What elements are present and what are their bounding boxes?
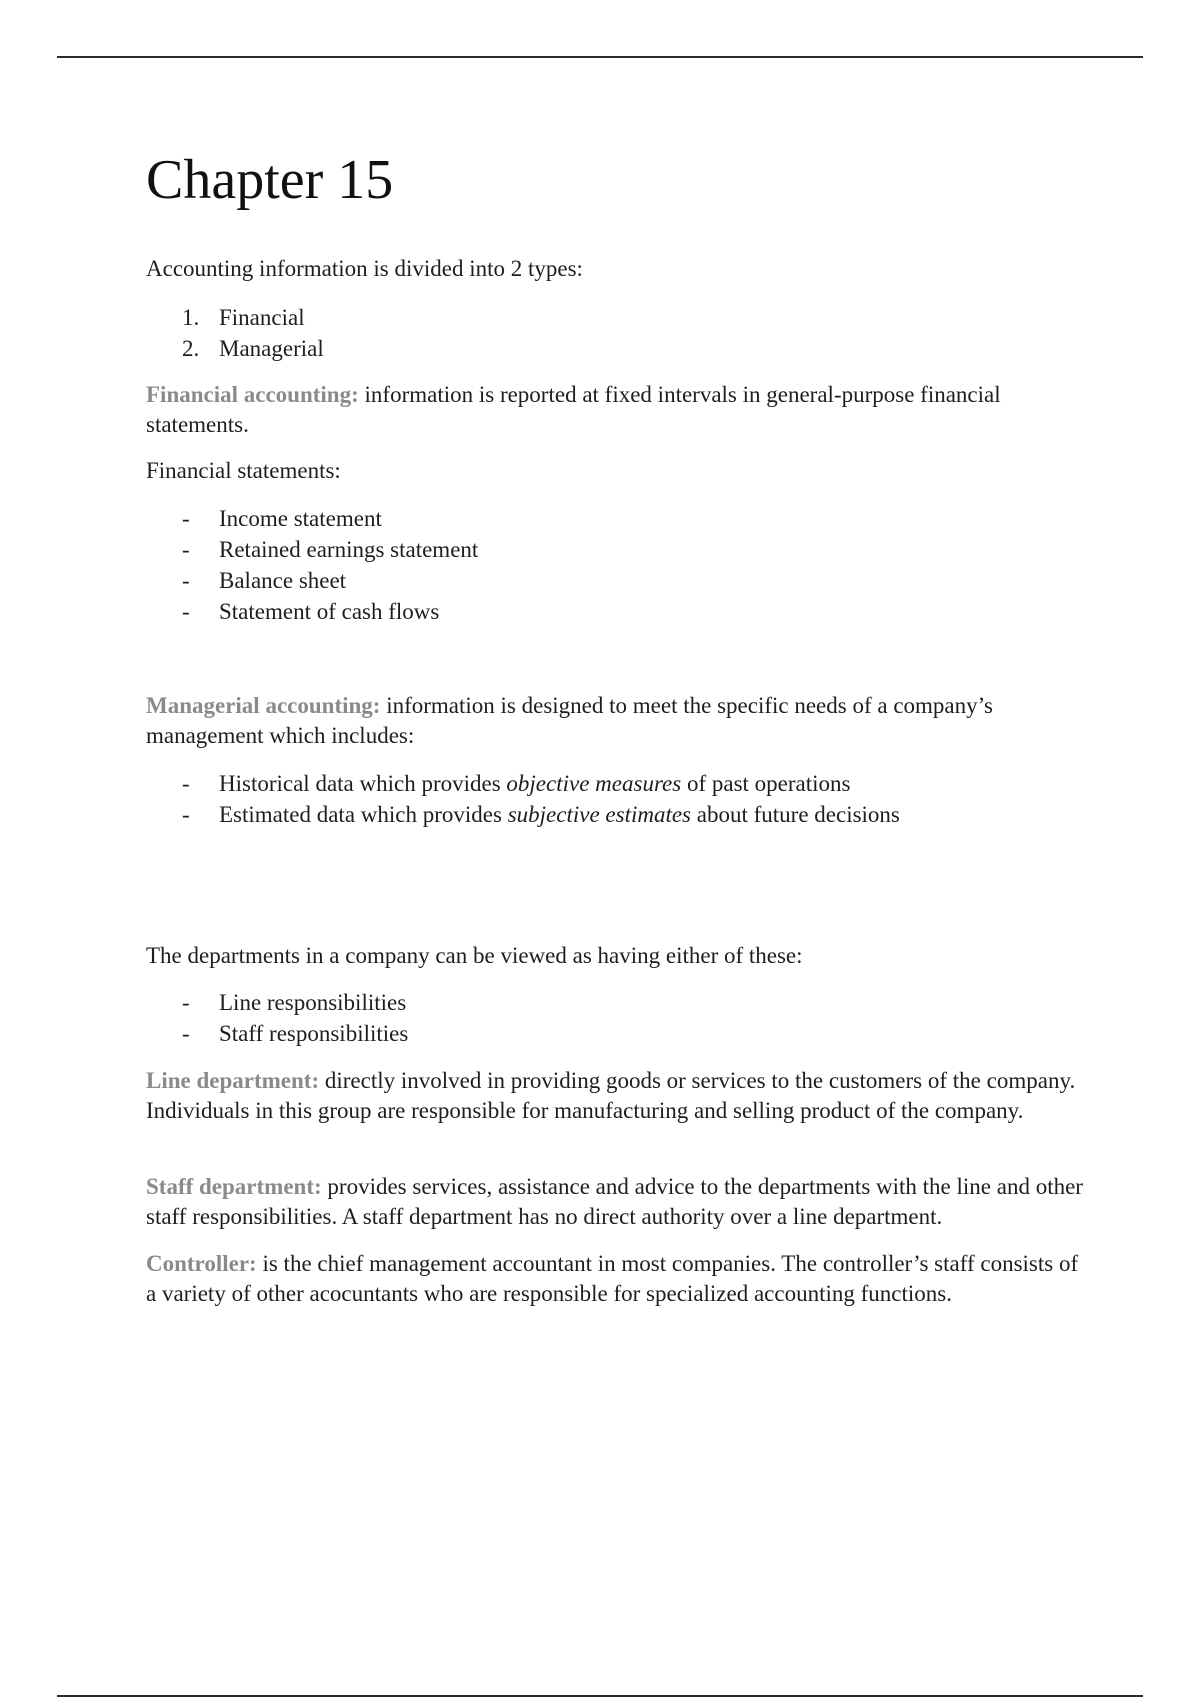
controller-paragraph xyxy=(146,1249,1086,1309)
list-bullet: - xyxy=(182,771,190,796)
managerial-accounting-term: Managerial accounting: xyxy=(146,693,381,718)
list-item-text: Estimated data which provides xyxy=(219,802,508,827)
list-bullet: - xyxy=(182,599,190,624)
staff-department-paragraph xyxy=(146,1172,1086,1232)
list-item-label: Staff responsibilities xyxy=(219,1021,409,1046)
intro-text: Accounting information is divided into 2 types: xyxy=(146,256,583,281)
list-bullet: - xyxy=(182,990,190,1015)
list-item-label: Statement of cash flows xyxy=(219,599,440,624)
staff-department-definition: provides services, assistance and advice to the departments with the line and other staff responsibilities. A staff department has no direct authority over a line department. xyxy=(146,1174,1083,1229)
list-item-text: about future decisions xyxy=(691,802,900,827)
responsibilities-list xyxy=(146,987,1086,1049)
list-item xyxy=(146,987,1086,1018)
bottom-rule xyxy=(57,1695,1143,1697)
list-item xyxy=(146,534,1086,565)
list-bullet: - xyxy=(182,506,190,531)
departments-intro: The departments in a company can be viewed as having either of these: xyxy=(146,943,803,968)
list-bullet: - xyxy=(182,1021,190,1046)
staff-department-term: Staff department: xyxy=(146,1174,322,1199)
list-bullet: - xyxy=(182,537,190,562)
managerial-data-list xyxy=(146,768,1086,830)
managerial-accounting-definition: information is designed to meet the specific needs of a company’s management which includes: xyxy=(146,693,993,748)
list-item xyxy=(146,1018,1086,1049)
list-bullet: - xyxy=(182,568,190,593)
list-item-text: Historical data which provides xyxy=(219,771,507,796)
line-department-definition: directly involved in providing goods or services to the customers of the company. Individuals in this group are responsible for manufacturing and selling product of the company. xyxy=(146,1068,1076,1123)
list-item-label: Retained earnings statement xyxy=(219,537,479,562)
financial-accounting-paragraph xyxy=(146,380,1086,440)
financial-statements-heading: Financial statements: xyxy=(146,458,341,483)
financial-accounting-definition: information is reported at fixed intervals in general-purpose financial statements. xyxy=(146,382,1001,437)
list-item xyxy=(146,768,1086,799)
list-bullet: - xyxy=(182,802,190,827)
list-item xyxy=(146,799,1086,830)
page-title: Chapter 15 xyxy=(146,149,394,211)
list-item xyxy=(146,596,1086,627)
line-department-paragraph xyxy=(146,1066,1086,1126)
financial-statements-list xyxy=(146,503,1086,627)
list-item xyxy=(146,503,1086,534)
top-rule xyxy=(57,56,1143,58)
accounting-types-list xyxy=(146,302,1086,364)
controller-definition: is the chief management accountant in most companies. The controller’s staff consists of a variety of other acocuntants who are responsible for specialized accounting functions. xyxy=(146,1251,1079,1306)
list-number: 2. xyxy=(182,336,200,361)
list-item-label: Financial xyxy=(219,305,305,330)
list-item xyxy=(146,565,1086,596)
emphasis-text: objective measures xyxy=(506,771,682,796)
list-item-label: Managerial xyxy=(219,336,324,361)
managerial-accounting-paragraph xyxy=(146,691,1086,751)
list-item-label: Line responsibilities xyxy=(219,990,407,1015)
list-item-label: Income statement xyxy=(219,506,382,531)
financial-accounting-term: Financial accounting: xyxy=(146,382,359,407)
emphasis-text: subjective estimates xyxy=(507,802,692,827)
list-item xyxy=(146,302,1086,333)
list-item-text: of past operations xyxy=(681,771,851,796)
list-number: 1. xyxy=(182,305,200,330)
list-item-label: Balance sheet xyxy=(219,568,347,593)
line-department-term: Line department: xyxy=(146,1068,320,1093)
list-item xyxy=(146,333,1086,364)
controller-term: Controller: xyxy=(146,1251,257,1276)
